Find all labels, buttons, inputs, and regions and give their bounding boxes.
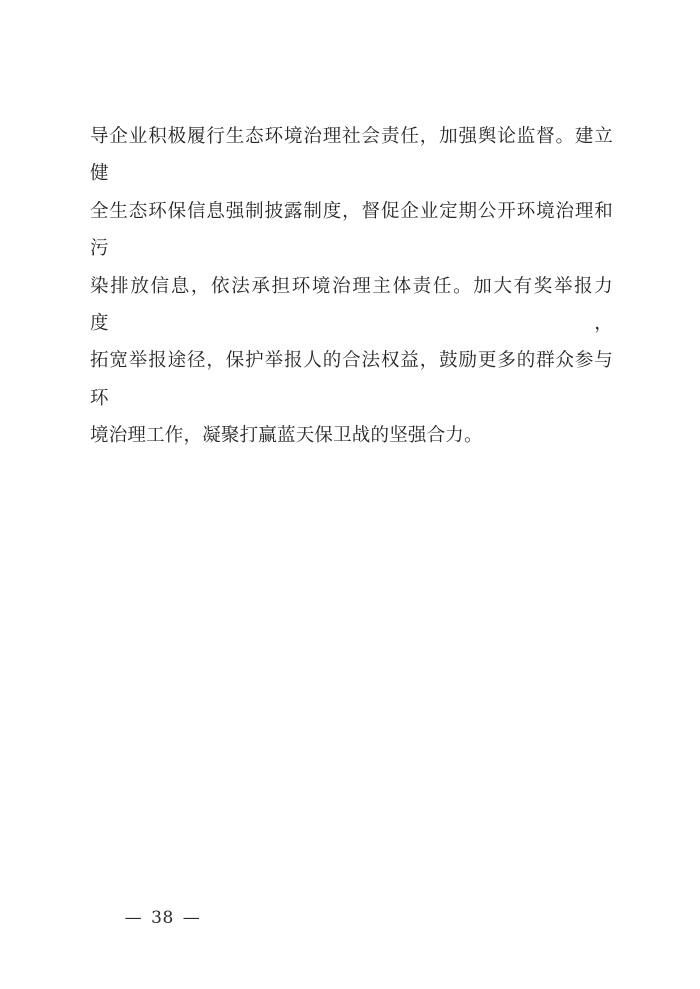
footer-right-dash: — [182,908,201,928]
page-number: 38 [151,908,174,928]
paragraph-line-5: 境治理工作，凝聚打赢蓝天保卫战的坚强合力。 [90,425,483,447]
body-paragraph [90,118,613,455]
paragraph-line-4: 拓宽举报途径，保护举报人的合法权益，鼓励更多的群众参与环 [90,350,613,409]
paragraph-line-2: 全生态环保信息强制披露制度，督促企业定期公开环境治理和污 [90,200,613,260]
page-footer [101,888,200,948]
paragraph-line-3: 染排放信息，依法承担环境治理主体责任。加大有奖举报力度， [90,275,613,335]
footer-left-dash: — [124,908,143,928]
paragraph-line-1: 导企业积极履行生态环境治理社会责任，加强舆论监督。建立健 [90,126,613,185]
